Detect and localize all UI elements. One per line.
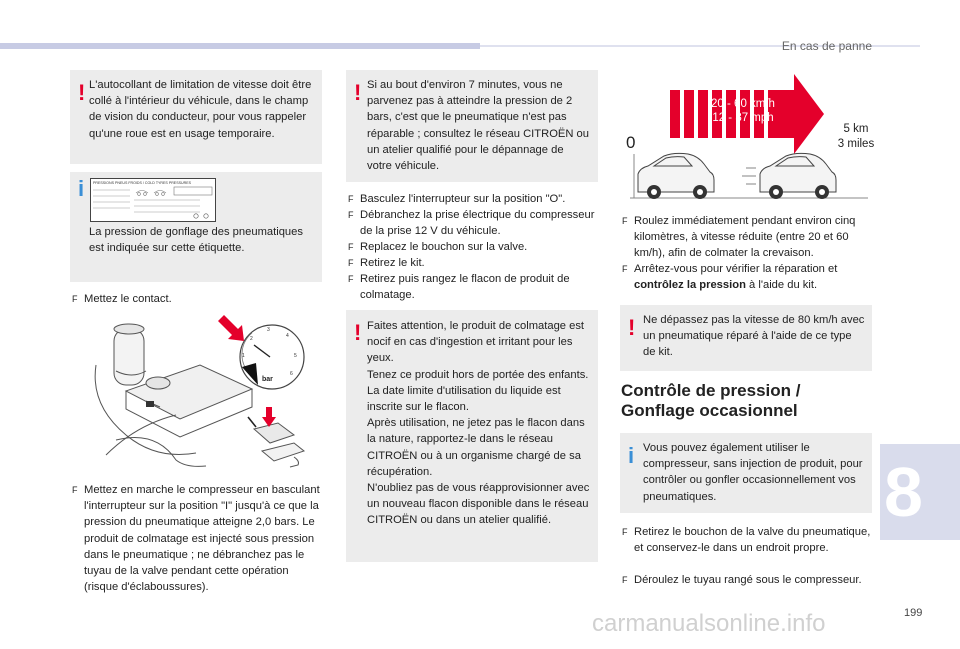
bullet-icon: F (622, 527, 628, 537)
speed-kmh: 20 - 60 km/h (711, 98, 775, 110)
warning-box-sealant-product (346, 310, 598, 562)
bullet-icon: F (348, 194, 354, 204)
start-distance: 0 (626, 133, 636, 152)
bullet-icon: F (622, 216, 628, 226)
warning-text: Si au bout d'environ 7 minutes, vous ne parvenez pas à atteindre la pression de 2 bars, c'est que le pneumatique n'est pas réparable ; consultez le réseau CITROËN ou un atelier qualifié pour le dépannage de votre véhicule. (367, 79, 589, 173)
warning-icon: ! (628, 315, 636, 340)
distance-miles: 3 miles (837, 138, 875, 150)
step-text: Roulez immédiatement pendant environ cinq kilomètres, à vitesse réduite (entre 20 et 60 km/h), afin de colmater la crevaison. (634, 215, 856, 260)
warning-box-speed-sticker (70, 70, 322, 164)
warning-text: L'autocollant de limitation de vitesse doit être collé à l'intérieur du véhicule, dans le champ de vision du conducteur, pour vous rappeler qu'une roue est en usage temporaire. (89, 79, 312, 140)
warning-icon: ! (78, 80, 86, 105)
header-bar (0, 43, 480, 49)
tyre-pressure-sticker-image (90, 178, 216, 222)
step-text: Retirez puis rangez le flacon de produit de colmatage. (360, 273, 570, 302)
step-text (634, 261, 874, 293)
step-text: Mettez le contact. (84, 293, 172, 305)
sticker-title: PRESSIONS PNEUS FROIDS / COLD TYRES PRESSURES (93, 181, 191, 185)
info-text: Vous pouvez également utiliser le compresseur, sans injection de produit, pour contrôler ou gonfler occasionnellement vos pneumatiques. (643, 442, 863, 503)
page-number: 199 (904, 607, 923, 619)
step-text: Retirez le bouchon de la valve du pneumatique, et conservez-le dans un endroit propre. (634, 526, 871, 555)
watermark: carmanualsonline.info (592, 610, 826, 637)
step-text: Mettez en marche le compresseur en basculant l'interrupteur sur la position "I" jusqu'à ce que la pression du pneumatique atteigne 2,0 bars. Le produit de colmatage est injecté sous pression dans le pneumatique ; ne débranchez pas le tuyau de la valve pendant cette opération (risque d'éclaboussures). (84, 484, 320, 594)
gauge-tick-6: 6 (290, 371, 293, 377)
bullet-icon: F (72, 294, 78, 304)
step-text: Déroulez le tuyau rangé sous le compresseur. (634, 574, 862, 586)
arrow-up-icon (218, 315, 244, 341)
step-text: Retirez le kit. (360, 257, 425, 269)
step-text-start: Arrêtez-vous pour vérifier la réparation et (634, 263, 838, 275)
gauge-tick-2: 2 (250, 336, 253, 342)
info-box-occasional-inflation (620, 433, 872, 513)
info-icon: i (628, 443, 635, 468)
section-title: En cas de panne (781, 39, 872, 53)
step-text-bold: contrôlez la pression (634, 279, 746, 292)
gauge-tick-5: 5 (294, 353, 297, 359)
warning-text: Ne dépassez pas la vitesse de 80 km/h avec un pneumatique réparé à l'aide de ce type de kit. (643, 314, 865, 359)
warning-icon: ! (354, 80, 362, 105)
step-text: Replacez le bouchon sur la valve. (360, 241, 528, 253)
bullet-icon: F (72, 485, 78, 495)
info-icon: i (78, 176, 85, 201)
speed-mph: 12 - 37 mph (712, 112, 774, 124)
bullet-icon: F (348, 274, 354, 284)
bullet-icon: F (622, 575, 628, 585)
bullet-icon: F (348, 242, 354, 252)
bullet-icon: F (622, 264, 628, 274)
step-text: Débranchez la prise électrique du compresseur de la prise 12 V du véhicule. (360, 209, 595, 238)
bullet-icon: F (348, 210, 354, 220)
info-box-tyre-label (70, 172, 322, 282)
warning-box-max-speed (620, 305, 872, 371)
step-text: Basculez l'interrupteur sur la position "O". (360, 193, 566, 205)
compressor-illustration (86, 305, 322, 473)
gauge-tick-4: 4 (286, 333, 289, 339)
drive-speed-illustration (620, 72, 876, 204)
distance-km: 5 km (843, 123, 869, 135)
warning-box-7-minutes (346, 70, 598, 182)
warning-icon: ! (354, 320, 362, 345)
gauge-unit: bar (262, 376, 273, 383)
warning-text: Faites attention, le produit de colmatage est nocif en cas d'ingestion et irritant pour les yeux. Tenez ce produit hors de portée des enfants. La date limite d'utilisation du liquide est inscrite sur le flacon. Après utilisation, ne jetez pas le flacon dans la nature, rapportez-le dans le réseau CITROËN ou à un organisme chargé de sa récupération. N'oubliez pas de vous réapprovisionner avec un nouveau flacon disponible dans le réseau CITROËN ou dans un atelier qualifié. (367, 320, 590, 527)
gauge-tick-1: 1 (242, 353, 245, 359)
gauge-tick-3: 3 (267, 327, 270, 333)
section-heading: Contrôle de pression / Gonflage occasionnel (621, 381, 801, 420)
chapter-number: 8 (884, 453, 923, 531)
bullet-icon: F (348, 258, 354, 268)
step-text-end: à l'aide du kit. (745, 279, 818, 292)
info-text: La pression de gonflage des pneumatiques est indiquée sur cette étiquette. (89, 226, 303, 255)
